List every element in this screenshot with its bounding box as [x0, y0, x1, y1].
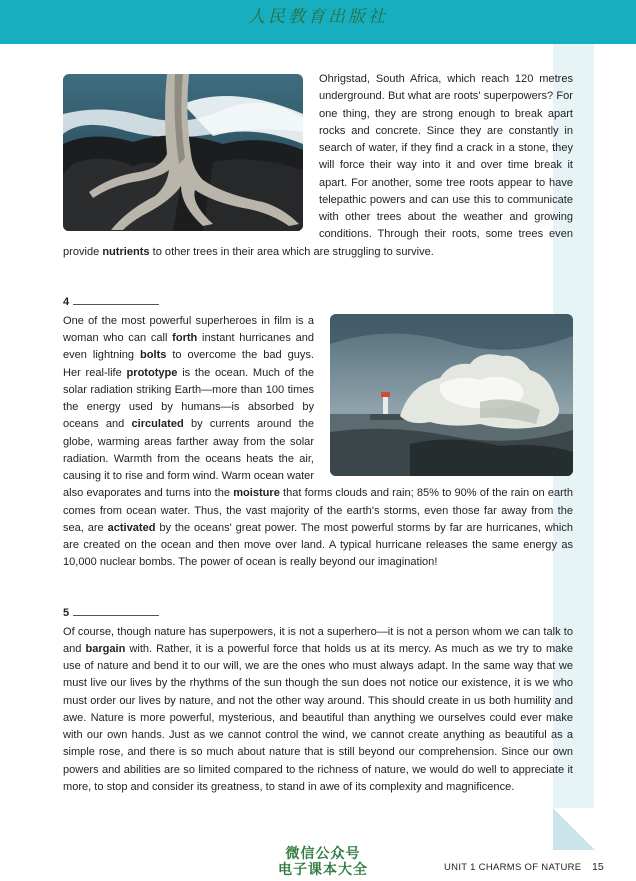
heading-blank-4: [73, 293, 159, 305]
wechat-watermark: [268, 846, 378, 878]
tree-roots-photo: [63, 74, 303, 231]
section-5-paragraph: Of course, though nature has superpowers, it is not a superhero—it is not a person whom we can talk to and bargain with. Rather, it is a powerful force that holds us at its mercy. As much as we try to make use of nature and bend it to our will, we are the ones who must always adapt. In the same way that we must live our lives by the rhythms of the sun though the sun does not notice our existence, it is we who must order our lives by nature, and not the other way around. This should create in us both humility and awe. Nature is more powerful, mysterious, and beautiful than anything we ourselves could ever make with our own hands. Just as we cannot control the wind, we cannot create anything as beautiful as a simple rose, and there is so much about nature that is still beyond our comprehension. Since our own powers and abilities are so limited compared to the richness of nature, we would do well to appreciate it more, to stop and consider its greatness, to stand in awe of its complexity and magnificence.: [63, 625, 573, 793]
continued-paragraph: Ohrigstad, South Africa, which reach 120 metres underground. But what are roots' superpowers? For one thing, they are strong enough to break apart rocks and concrete. Since they are constantly in search of water, if they find a crack in a stone, they will force their way into it and over time break it apart. For another, some tree roots appear to have telepathic powers and can use this to communicate with other trees about the weather and growing conditions. Through their roots, some trees even provide nutrients to other trees in their area which are struggling to survive.: [63, 73, 573, 258]
section-5-heading: 5: [63, 604, 573, 621]
watermark-line-1: 微信公众号: [285, 846, 361, 862]
vocab-bargain: bargain: [85, 642, 126, 655]
vocab-forth: forth: [172, 332, 198, 344]
watermark-line-2: 电子课本大全: [278, 862, 368, 878]
article-content: [63, 71, 573, 796]
footer-unit-title: UNIT 1 CHARMS OF NATURE: [444, 862, 582, 873]
vocab-activated: activated: [107, 521, 156, 534]
tree-roots-illustration: [63, 74, 303, 231]
vocab-circulated: circulated: [131, 418, 184, 431]
publisher-name: 人民教育出版社: [248, 7, 388, 27]
vocab-nutrients: nutrients: [102, 245, 150, 258]
vocab-prototype: prototype: [126, 366, 178, 379]
ocean-wave-photo: [330, 314, 573, 476]
section-4-heading: 4: [63, 293, 573, 310]
vocab-moisture: moisture: [233, 487, 280, 500]
page-fold-corner: [553, 808, 595, 850]
footer-page-number: 15: [592, 861, 604, 873]
vocab-bolts: bolts: [140, 349, 167, 362]
heading-blank-5: [73, 604, 159, 616]
section-4-paragraph: One of the most powerful superheroes in film is a woman who can call forth instant hurricanes and even lightning bolts to overcome the bad guys. Her real-life prototype is the ocean. Much of the solar radiation striking Earth—more than 100 times the energy used by humans—is absorbed by oceans and circulated by currents around the globe, warming areas farther away from the solar radiation. Warmth from the oceans heats the air, causing it to rise and form wind. Warm ocean water also evaporates and turns into the moisture that forms clouds and rain; 85% to 90% of the rain on earth comes from ocean water. Thus, the vast majority of the earth's storms, even those far away from the sea, are activated by the oceans' great power. The most powerful storms by far are hurricanes, which are created on the ocean and then move over land. A typical hurricane releases the same energy as 10,000 nuclear bombs. The power of ocean is really beyond our imagination!: [63, 314, 574, 569]
ocean-wave-illustration: [330, 314, 573, 476]
